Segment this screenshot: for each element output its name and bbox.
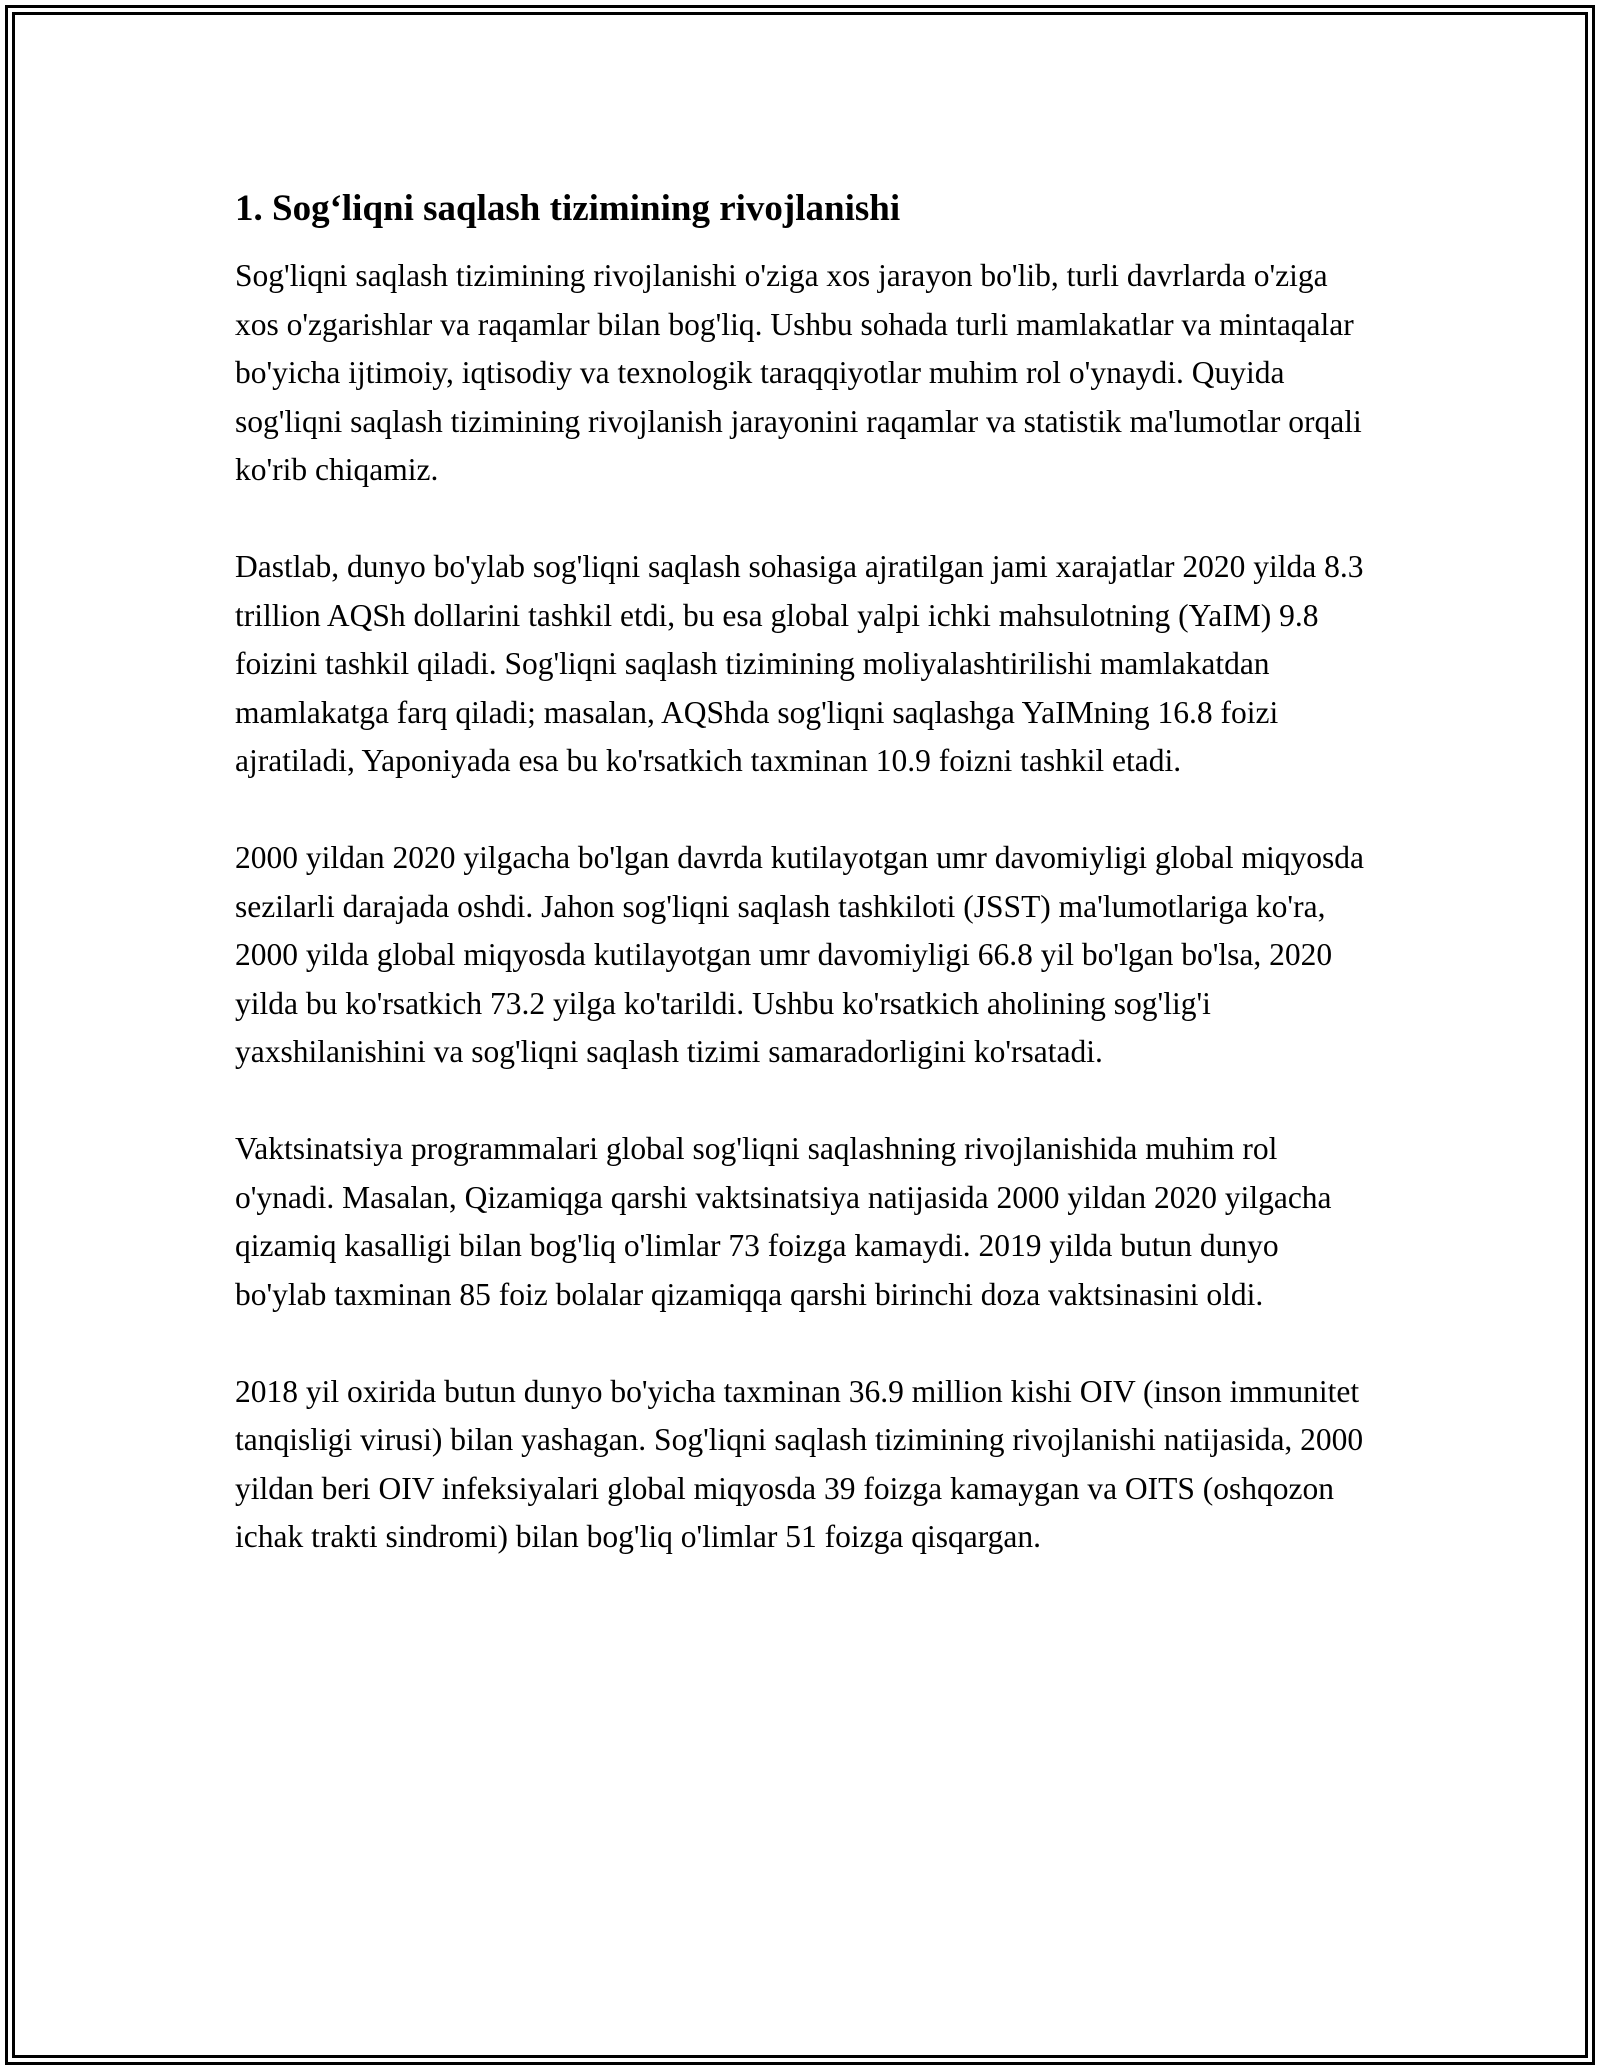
paragraph-expenditure: Dastlab, dunyo bo'ylab sog'liqni saqlash sohasiga ajratilgan jami xarajatlar 2020 yilda 8.3 trillion AQSh dollarini tashkil etdi, bu esa global yalpi ichki mahsulotning (YaIM) 9.8 foizini tashkil qiladi. Sog'liqni saqlash tizimining moliyalashtirilishi mamlakatdan mamlakatga farq qiladi; masalan, AQShda sog'liqni saqlashga YaIMning 16.8 foizi ajratiladi, Yaponiyada esa bu ko'rsatkich taxminan 10.9 foizni tashkil etadi. xyxy=(235,549,1364,778)
paragraph-intro: Sog'liqni saqlash tizimining rivojlanishi o'ziga xos jarayon bo'lib, turli davrlarda o'ziga xos o'zgarishlar va raqamlar bilan bog'liq. Ushbu sohada turli mamlakatlar va mintaqalar bo'yicha ijtimoiy, iqtisodiy va texnologik taraqqiyotlar muhim rol o'ynaydi. Quyida sog'liqni saqlash tizimining rivojlanish jarayonini raqamlar va statistik ma'lumotlar orqali ko'rib chiqamiz. xyxy=(235,258,1362,487)
section-heading: 1. Sog‘liqni saqlash tizimining rivojlanishi xyxy=(235,188,901,229)
paragraph-life-expectancy: 2000 yildan 2020 yilgacha bo'lgan davrda kutilayotgan umr davomiyligi global miqyosda sezilarli darajada oshdi. Jahon sog'liqni saqlash tashkiloti (JSST) ma'lumotlariga ko'ra, 2000 yilda global miqyosda kutilayotgan umr davomiyligi 66.8 yil bo'lgan bo'lsa, 2020 yilda bu ko'rsatkich 73.2 yilga ko'tarildi. Ushbu ko'rsatkich aholining sog'lig'i yaxshilanishini va sog'liqni saqlash tizimi samaradorligini ko'rsatadi. xyxy=(235,840,1364,1069)
paragraph-vaccination: Vaktsinatsiya programmalari global sog'liqni saqlashning rivojlanishida muhim rol o'ynadi. Masalan, Qizamiqga qarshi vaktsinatsiya natijasida 2000 yildan 2020 yilgacha qizamiq kasalligi bilan bog'liq o'limlar 73 foizga kamaydi. 2019 yilda butun dunyo bo'ylab taxminan 85 foiz bolalar qizamiqqa qarshi birinchi doza vaktsinasini oldi. xyxy=(235,1131,1332,1312)
paragraph-hiv: 2018 yil oxirida butun dunyo bo'yicha taxminan 36.9 million kishi OIV (inson immunitet tanqisligi virusi) bilan yashagan. Sog'liqni saqlash tizimining rivojlanishi natijasida, 2000 yildan beri OIV infeksiyalari global miqyosda 39 foizga kamaygan va OITS (oshqozon ichak trakti sindromi) bilan bog'liq o'limlar 51 foizga qisqargan. xyxy=(235,1373,1364,1554)
document-body xyxy=(235,186,1375,1610)
